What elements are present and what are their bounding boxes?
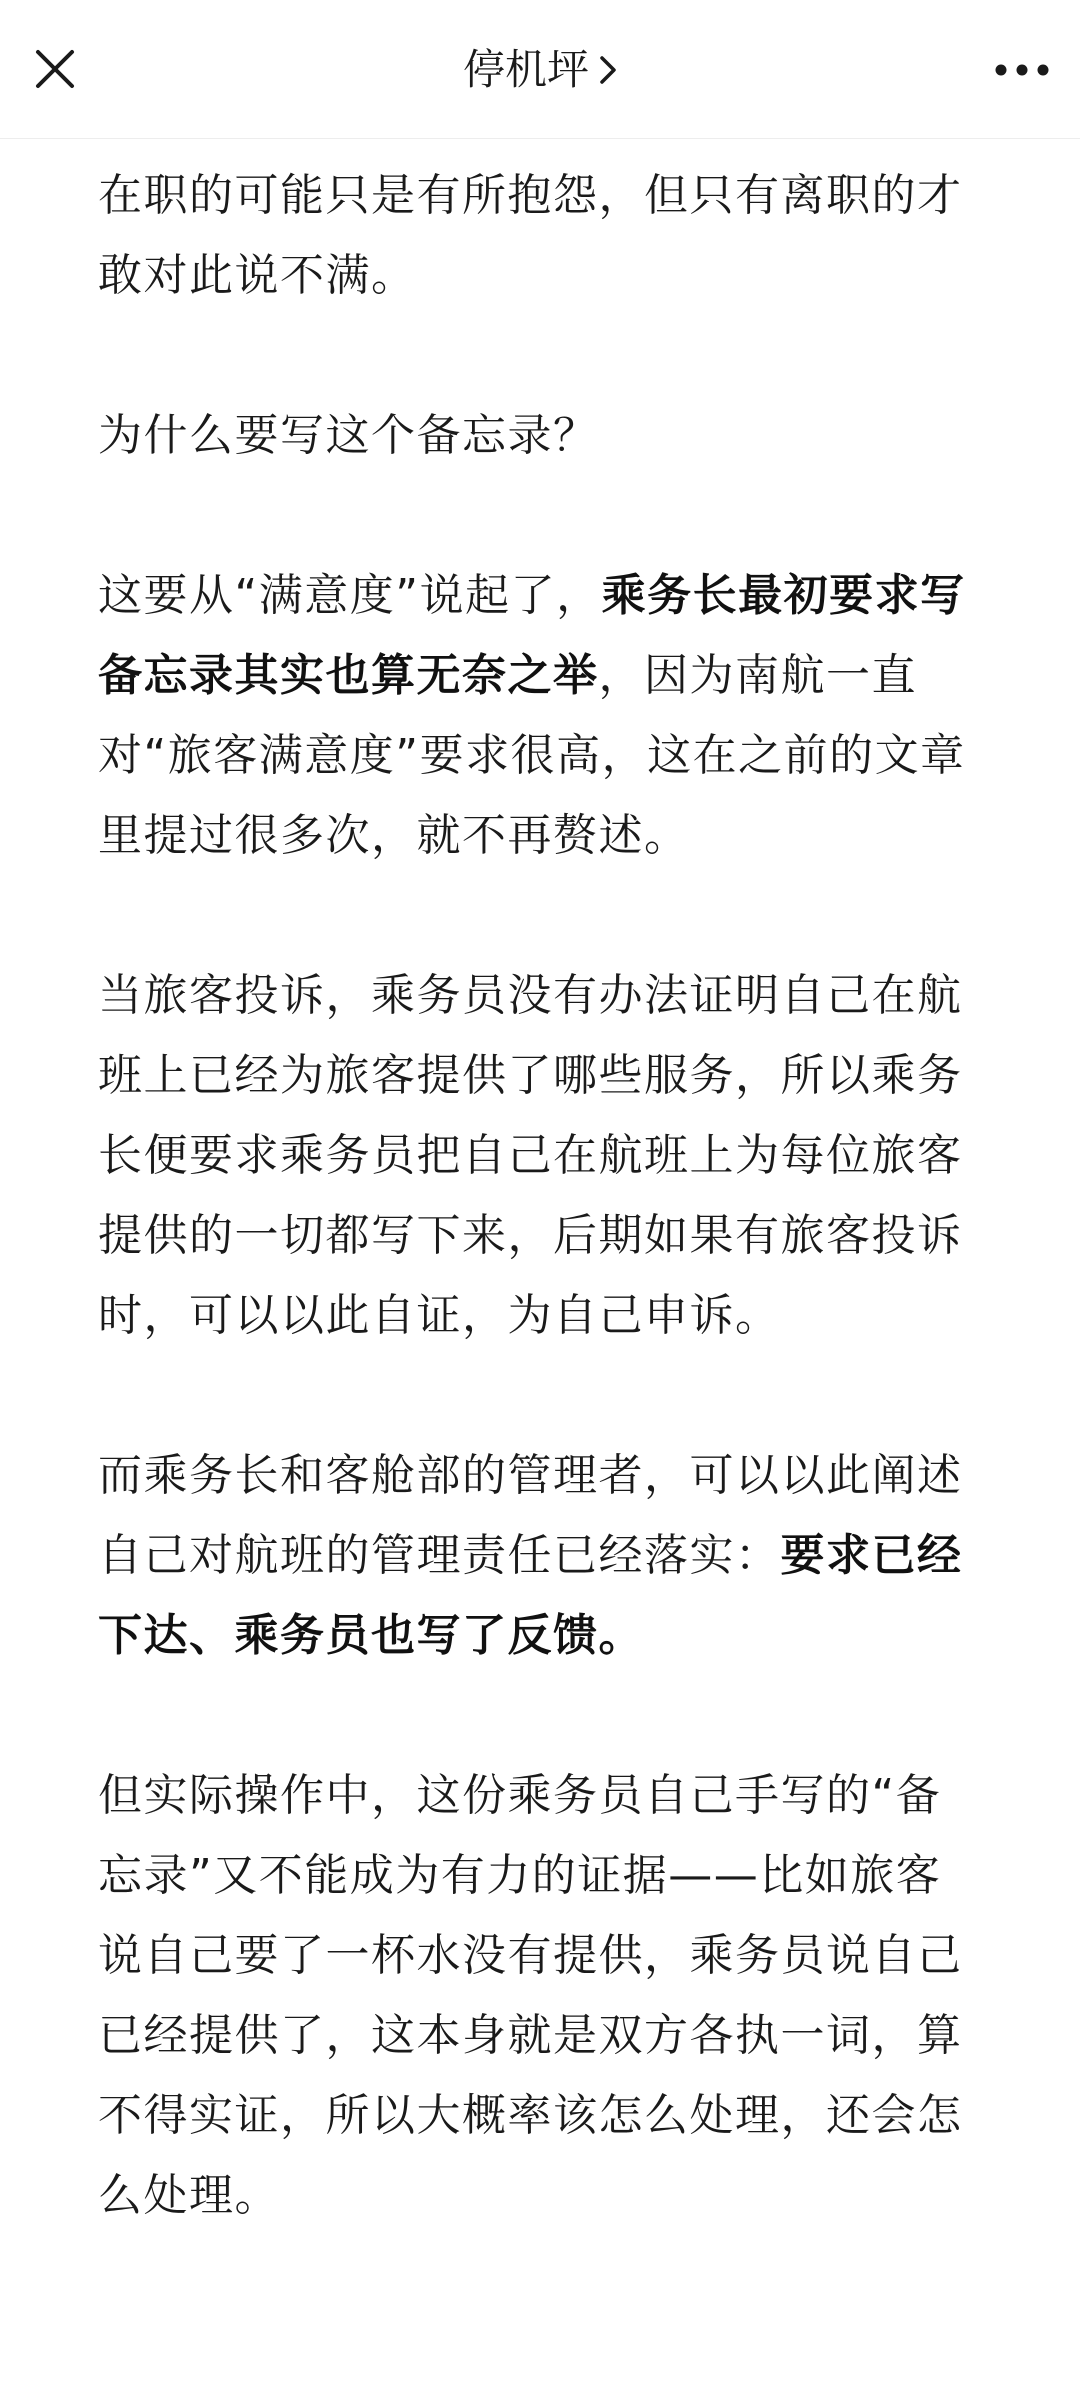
- paragraph-3: [98, 556, 982, 876]
- paragraph-6: 但实际操作中，这份乘务员自己手写的“备忘录”又不能成为有力的证据——比如旅客说自己要了一杯水没有提供，乘务员说自己已经提供了，这本身就是双方各执一词，算不得实证，所以大概率该怎么处理，还会怎么处理。: [98, 1770, 963, 2221]
- paragraph-5: [98, 1436, 982, 1676]
- page-title[interactable]: [463, 42, 617, 98]
- paragraph-2: 为什么要写这个备忘录？: [98, 410, 599, 461]
- account-name: 停机坪: [462, 45, 589, 94]
- paragraph-3-bold: 乘务长最初要求写备忘录其实也算无奈之举: [98, 570, 966, 701]
- paragraph-3-tail: ，因为南航一直对“旅客满意度”要求很高，这在之前的文章里提过很多次，就不再赘述。: [98, 650, 966, 861]
- account-title-link[interactable]: [0, 42, 1080, 98]
- paragraph-3-lead: 这要从“满意度”说起了，: [98, 570, 602, 621]
- more-options-button[interactable]: [992, 50, 1052, 90]
- chevron-right-icon: [599, 55, 617, 85]
- more-icon: [992, 50, 1052, 90]
- top-navigation-bar: [0, 0, 1080, 139]
- paragraph-5-lead: 而乘务长和客舱部的管理者，可以以此阐述自己对航班的管理责任已经落实：: [98, 1450, 963, 1581]
- paragraph-4: 当旅客投诉，乘务员没有办法证明自己在航班上已经为旅客提供了哪些服务，所以乘务长便要求乘务员把自己在航班上为每位旅客提供的一切都写下来，后期如果有旅客投诉时，可以以此自证，为自己申诉。: [98, 970, 963, 1341]
- paragraph-1: 在职的可能只是有所抱怨，但只有离职的才敢对此说不满。: [98, 170, 963, 301]
- article-body: [98, 156, 982, 2316]
- paragraph-5-bold: 要求已经下达、乘务员也写了反馈。: [98, 1530, 963, 1661]
